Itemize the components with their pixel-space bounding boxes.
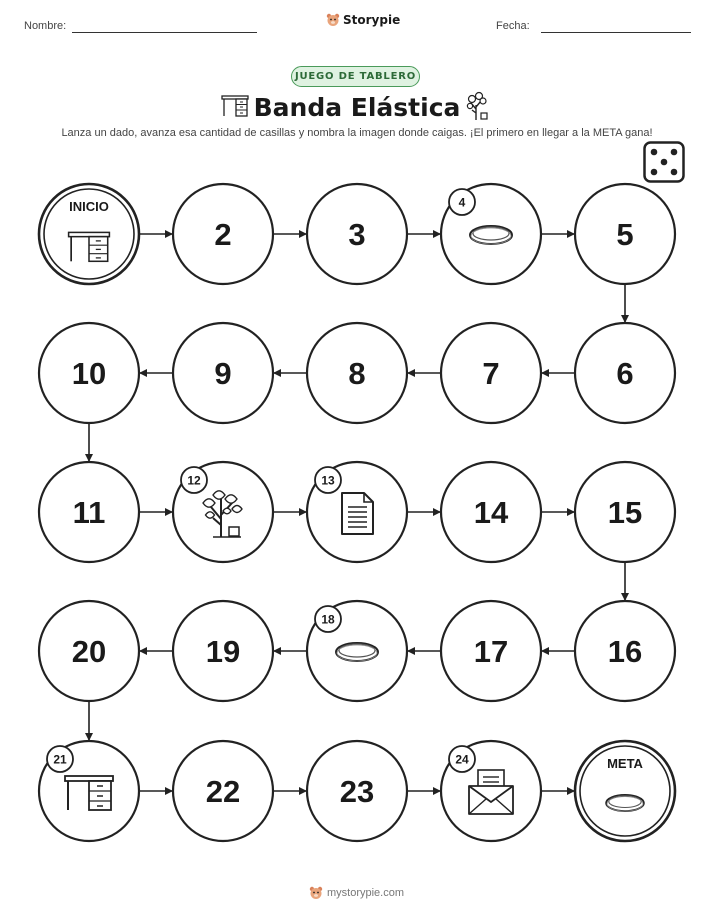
board-cell-5[interactable] xyxy=(575,184,675,284)
document-icon xyxy=(342,493,373,534)
cell-number: 8 xyxy=(348,356,366,391)
cell-number: 11 xyxy=(72,495,106,530)
board-cell-9[interactable] xyxy=(173,323,273,423)
board-cell-18[interactable] xyxy=(307,601,407,701)
cell-number: 16 xyxy=(607,634,643,669)
cell-number: 5 xyxy=(616,217,634,252)
board-cell-15[interactable] xyxy=(575,462,675,562)
brand-name: Storypie xyxy=(343,13,401,27)
board-cell-14[interactable] xyxy=(441,462,541,562)
board-cell-10[interactable] xyxy=(39,323,139,423)
board-cell-23[interactable] xyxy=(307,741,407,841)
board-cell-19[interactable] xyxy=(173,601,273,701)
board-cell-3[interactable] xyxy=(307,184,407,284)
board-cell-16[interactable] xyxy=(575,601,675,701)
cell-number: 17 xyxy=(473,634,509,669)
cell-number: 3 xyxy=(348,217,366,252)
footer-url: mystorypie.com xyxy=(327,887,405,899)
footer xyxy=(309,886,404,900)
bear-logo-icon xyxy=(309,886,323,900)
cell-number: 2 xyxy=(214,217,232,252)
game-type-badge: JUEGO DE TABLERO xyxy=(291,66,420,87)
board-cell-11[interactable] xyxy=(39,462,139,562)
instructions-text: Lanza un dado, avanza esa cantidad de casillas y nombra la imagen donde caigas. ¡El primero en llegar a la META gana! xyxy=(61,127,653,139)
cell-number: 12 xyxy=(187,473,201,488)
cell-number: 23 xyxy=(339,774,375,809)
date-label: Fecha: xyxy=(496,20,530,32)
board-cell-7[interactable] xyxy=(441,323,541,423)
cell-number: 15 xyxy=(607,495,643,530)
cell-number: 22 xyxy=(205,774,241,809)
cell-number: 21 xyxy=(53,752,67,767)
cell-number: 14 xyxy=(473,495,509,530)
cell-number: 6 xyxy=(616,356,634,391)
cell-number: 10 xyxy=(71,356,107,391)
name-label: Nombre: xyxy=(24,20,67,32)
finish-label: META xyxy=(607,756,643,771)
board-cell-2[interactable] xyxy=(173,184,273,284)
cell-number: 20 xyxy=(71,634,107,669)
cell-number: 13 xyxy=(321,473,335,488)
page-title: Banda Elástica xyxy=(253,93,461,122)
board-cell-17[interactable] xyxy=(441,601,541,701)
cell-number: 18 xyxy=(321,612,335,627)
cell-number: 4 xyxy=(458,195,466,210)
board-cell-6[interactable] xyxy=(575,323,675,423)
board-cell-8[interactable] xyxy=(307,323,407,423)
cell-number: 9 xyxy=(214,356,232,391)
cell-number: 24 xyxy=(455,752,469,767)
board-cell-20[interactable] xyxy=(39,601,139,701)
cell-number: 19 xyxy=(205,634,241,669)
cell-number: 7 xyxy=(482,356,500,391)
board-cell-4[interactable] xyxy=(441,184,541,284)
board-cell-22[interactable] xyxy=(173,741,273,841)
board-cell-25[interactable] xyxy=(575,741,675,841)
start-label: INICIO xyxy=(69,199,109,214)
